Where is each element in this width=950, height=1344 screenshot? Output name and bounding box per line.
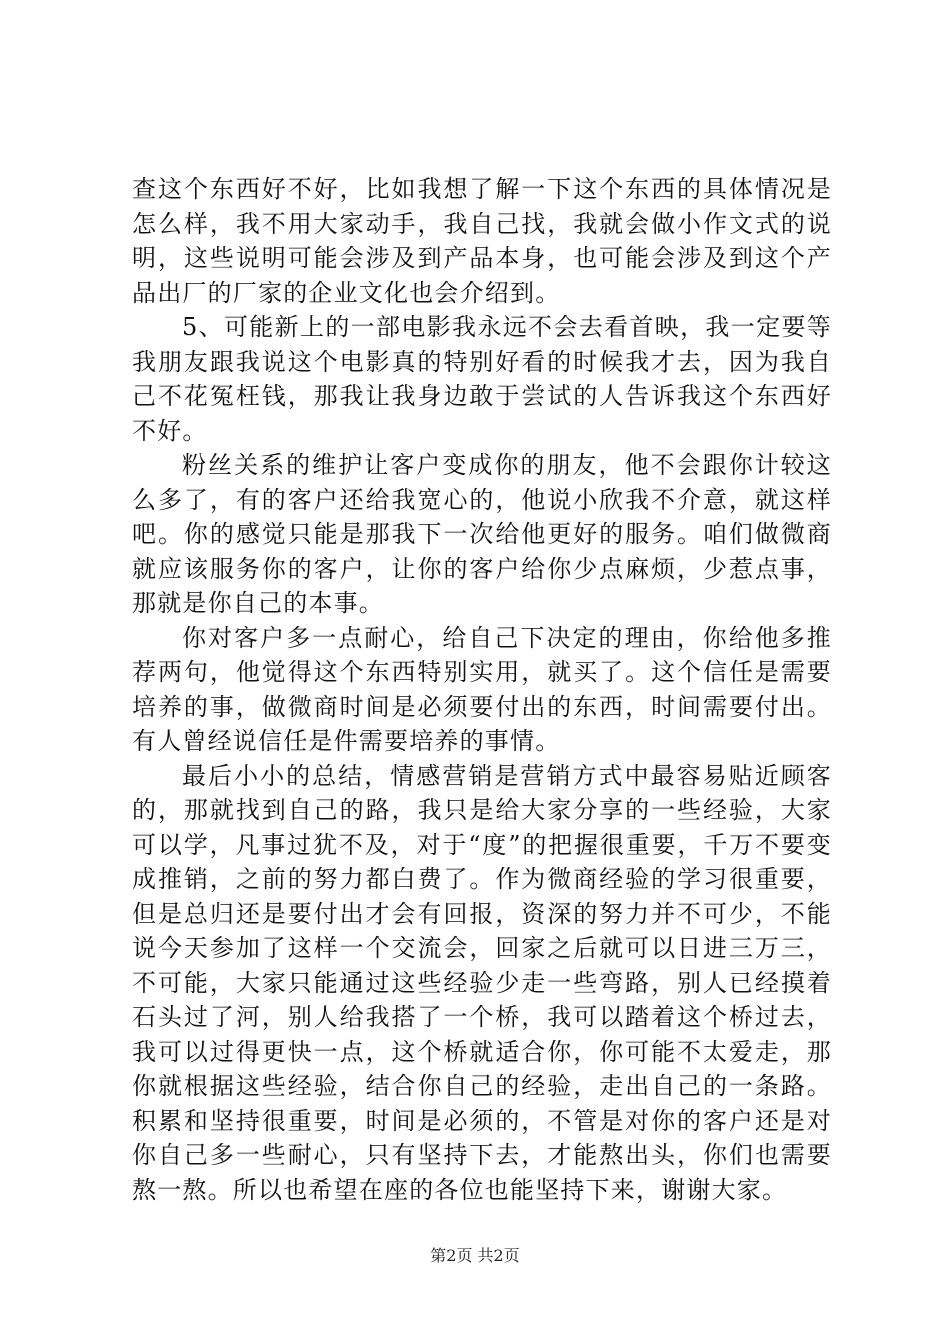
paragraph-continuation: 查这个东西好不好，比如我想了解一下这个东西的具体情况是怎么样，我不用大家动手，我自己找，我就会做小作文式的说明，这些说明可能会涉及到产品本身，也可能会涉及到这个产品出厂的厂家的企业文化也会介绍到。 — [132, 175, 832, 307]
document-body — [132, 172, 832, 1207]
paragraph-fan-relations: 粉丝关系的维护让客户变成你的朋友，他不会跟你计较这么多了，有的客户还给我宽心的，他说小欣我不介意，就这样吧。你的感觉只能是那我下一次给他更好的服务。咱们做微商就应该服务你的客户，让你的客户给你少点麻烦，少惹点事，那就是你自己的本事。 — [132, 451, 832, 617]
paragraph-summary: 最后小小的总结，情感营销是营销方式中最容易贴近顾客的，那就找到自己的路，我只是给大家分享的一些经验，大家可以学，凡事过犹不及，对于“度”的把握很重要，千万不要变成推销，之前的努力都白费了。作为微商经验的学习很重要，但是总归还是要付出才会有回报，资深的努力并不可少，不能说今天参加了这样一个交流会，回家之后就可以日进三万三，不可能，大家只能通过这些经验少走一些弯路，别人已经摸着石头过了河，别人给我搭了一个桥，我可以踏着这个桥过去，我可以过得更快一点，这个桥就适合你，你可能不太爱走，那你就根据这些经验，结合你自己的经验，走出自己的一条路。积累和坚持很重要，时间是必须的，不管是对你的客户还是对你自己多一些耐心，只有坚持下去，才能熬出头，你们也需要熬一熬。所以也希望在座的各位也能坚持下来，谢谢大家。 — [132, 761, 832, 1204]
page-footer: 第2页 共2页 — [430, 1246, 520, 1265]
paragraph-patience-trust: 你对客户多一点耐心，给自己下决定的理由，你给他多推荐两句，他觉得这个东西特别实用，就买了。这个信任是需要培养的事，做微商时间是必须要付出的东西，时间需要付出。有人曾经说信任是件需要培养的事情。 — [132, 623, 832, 755]
paragraph-point-5: 5、可能新上的一部电影我永远不会去看首映，我一定要等我朋友跟我说这个电影真的特别好看的时候我才去，因为我自己不花冤枉钱，那我让我身边敢于尝试的人告诉我这个东西好不好。 — [132, 313, 832, 445]
